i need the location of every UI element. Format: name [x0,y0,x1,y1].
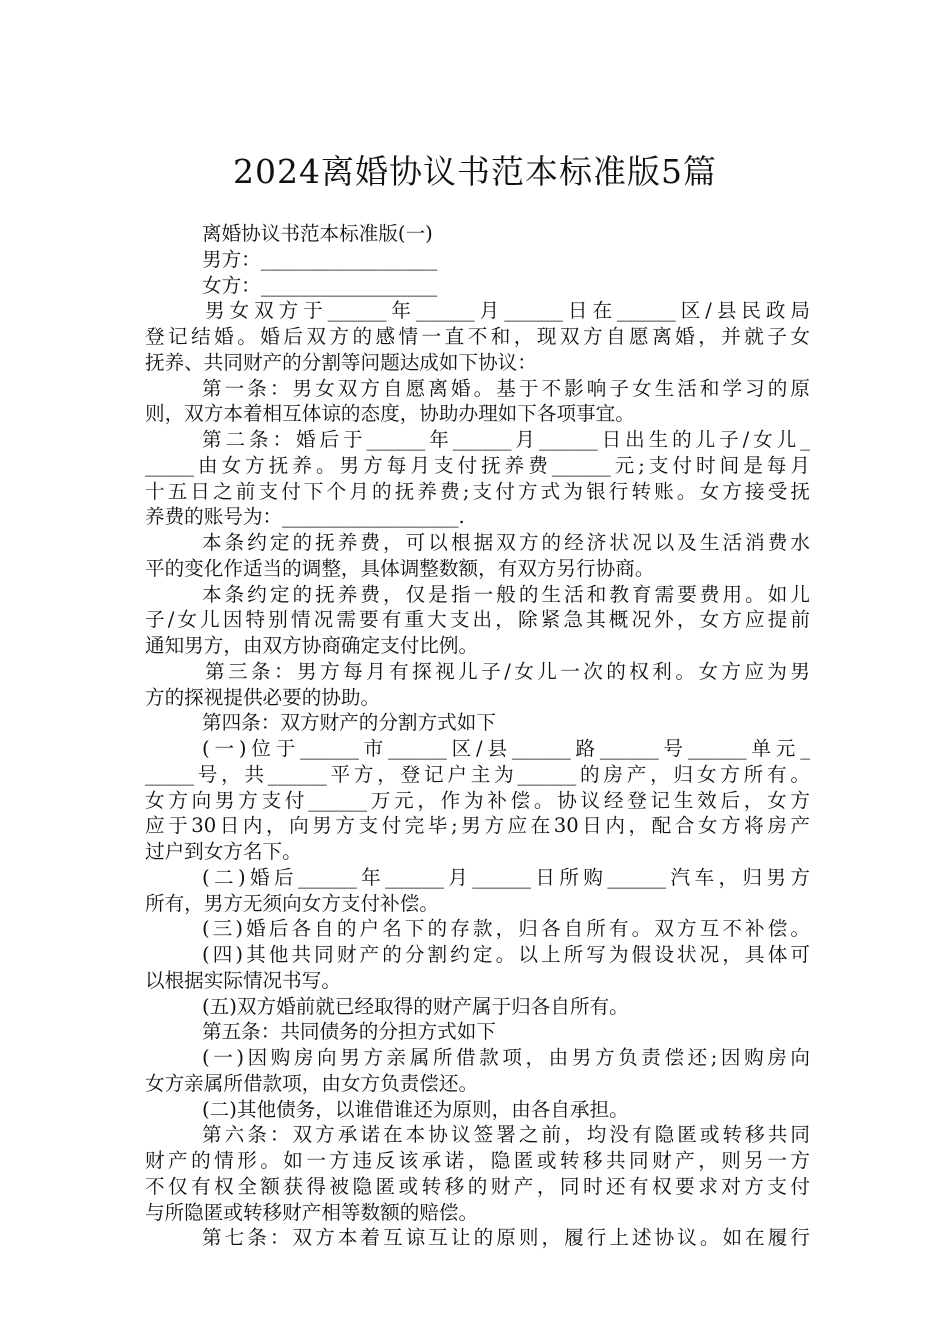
text-line: 十五日之前支付下个月的抚养费;支付方式为银行转账。女方接受抚 [145,479,810,503]
text-line: (二)其他债务，以谁借谁还为原则，由各自承担。 [202,1097,629,1121]
text-line: 方的探视提供必要的协助。 [145,685,381,709]
page-title: 2024离婚协议书范本标准版5篇 [233,152,717,192]
text-line: 女方亲属所借款项，由女方负责偿还。 [145,1071,479,1095]
text-line: 养费的账号为：__________________. [145,505,465,529]
text-line: 财产的情形。如一方违反该承诺，隐匿或转移共同财产，则另一方 [145,1149,810,1172]
text-line: 第三条：男方每月有探视儿子/女儿一次的权利。女方应为男 [205,659,810,683]
text-line: 过户到女方名下。 [145,840,302,863]
text-line: 第五条：共同债务的分担方式如下 [202,1020,496,1044]
text-line: (二)婚后______年______月______日所购______汽车，归男方 [202,865,810,889]
document-body [145,221,810,1251]
text-line: 应于30日内，向男方支付完毕;男方应在30日内，配合女方将房产 [145,814,810,838]
text-line: 第一条：男女双方自愿离婚。基于不影响子女生活和学习的原 [202,376,810,400]
text-line: 第六条：双方承诺在本协议签署之前，均没有隐匿或转移共同 [202,1123,810,1147]
text-line: (四)其他共同财产的分割约定。以上所写为假设状况，具体可 [202,943,810,966]
text-line: 女方向男方支付______万元，作为补偿。协议经登记生效后，女方 [145,788,810,812]
text-line: 通知男方，由双方协商确定支付比例。 [145,634,479,657]
text-line: 抚养、共同财产的分割等问题达成如下协议： [145,350,537,374]
text-line: 第二条：婚后于______年______月______日出生的儿子/女儿_ [202,428,810,451]
text-line: 与所隐匿或转移财产相等数额的赔偿。 [145,1200,479,1224]
text-line: (五)双方婚前就已经取得的财产属于归各自所有。 [202,994,629,1018]
text-line: 离婚协议书范本标准版(一) [202,222,433,245]
text-line: (一)因购房向男方亲属所借款项，由男方负责偿还;因购房向 [202,1046,810,1069]
text-line: 则，双方本着相互体谅的态度，协助办理如下各项事宜。 [145,402,635,426]
text-line: (一)位于______市______区/县______路______号______单元_ [202,737,810,760]
text-line: 第七条：双方本着互谅互让的原则，履行上述协议。如在履行 [202,1226,810,1250]
text-line: 以根据实际情况书写。 [145,968,341,992]
text-line: 平的变化作适当的调整，具体调整数额，有双方另行协商。 [145,556,655,580]
text-line: 登记结婚。婚后双方的感情一直不和，现双方自愿离婚，并就子女 [145,325,810,348]
text-line: 所有，男方无须向女方支付补偿。 [145,891,439,915]
text-line: 男方：__________________ [202,247,438,271]
text-line: _____由女方抚养。男方每月支付抚养费______元;支付时间是每月 [145,453,810,477]
text-line: 女方：__________________ [202,273,438,297]
text-line: 子/女儿因特别情况需要有重大支出，除紧急其概况外，女方应提前 [145,608,810,632]
text-line: _____号，共______平方，登记户主为______的房产，归女方所有。 [145,762,810,786]
text-line: 本条约定的抚养费，可以根据双方的经济状况以及生活消费水 [202,531,810,554]
text-line: (三)婚后各自的户名下的存款，归各自所有。双方互不补偿。 [202,917,810,941]
text-line: 第四条：双方财产的分割方式如下 [202,711,496,735]
text-line: 男女双方于______年______月______日在______区/县民政局 [205,299,810,323]
text-line: 本条约定的抚养费，仅是指一般的生活和教育需要费用。如儿 [202,582,810,606]
text-line: 不仅有权全额获得被隐匿或转移的财产，同时还有权要求对方支付 [145,1174,810,1198]
